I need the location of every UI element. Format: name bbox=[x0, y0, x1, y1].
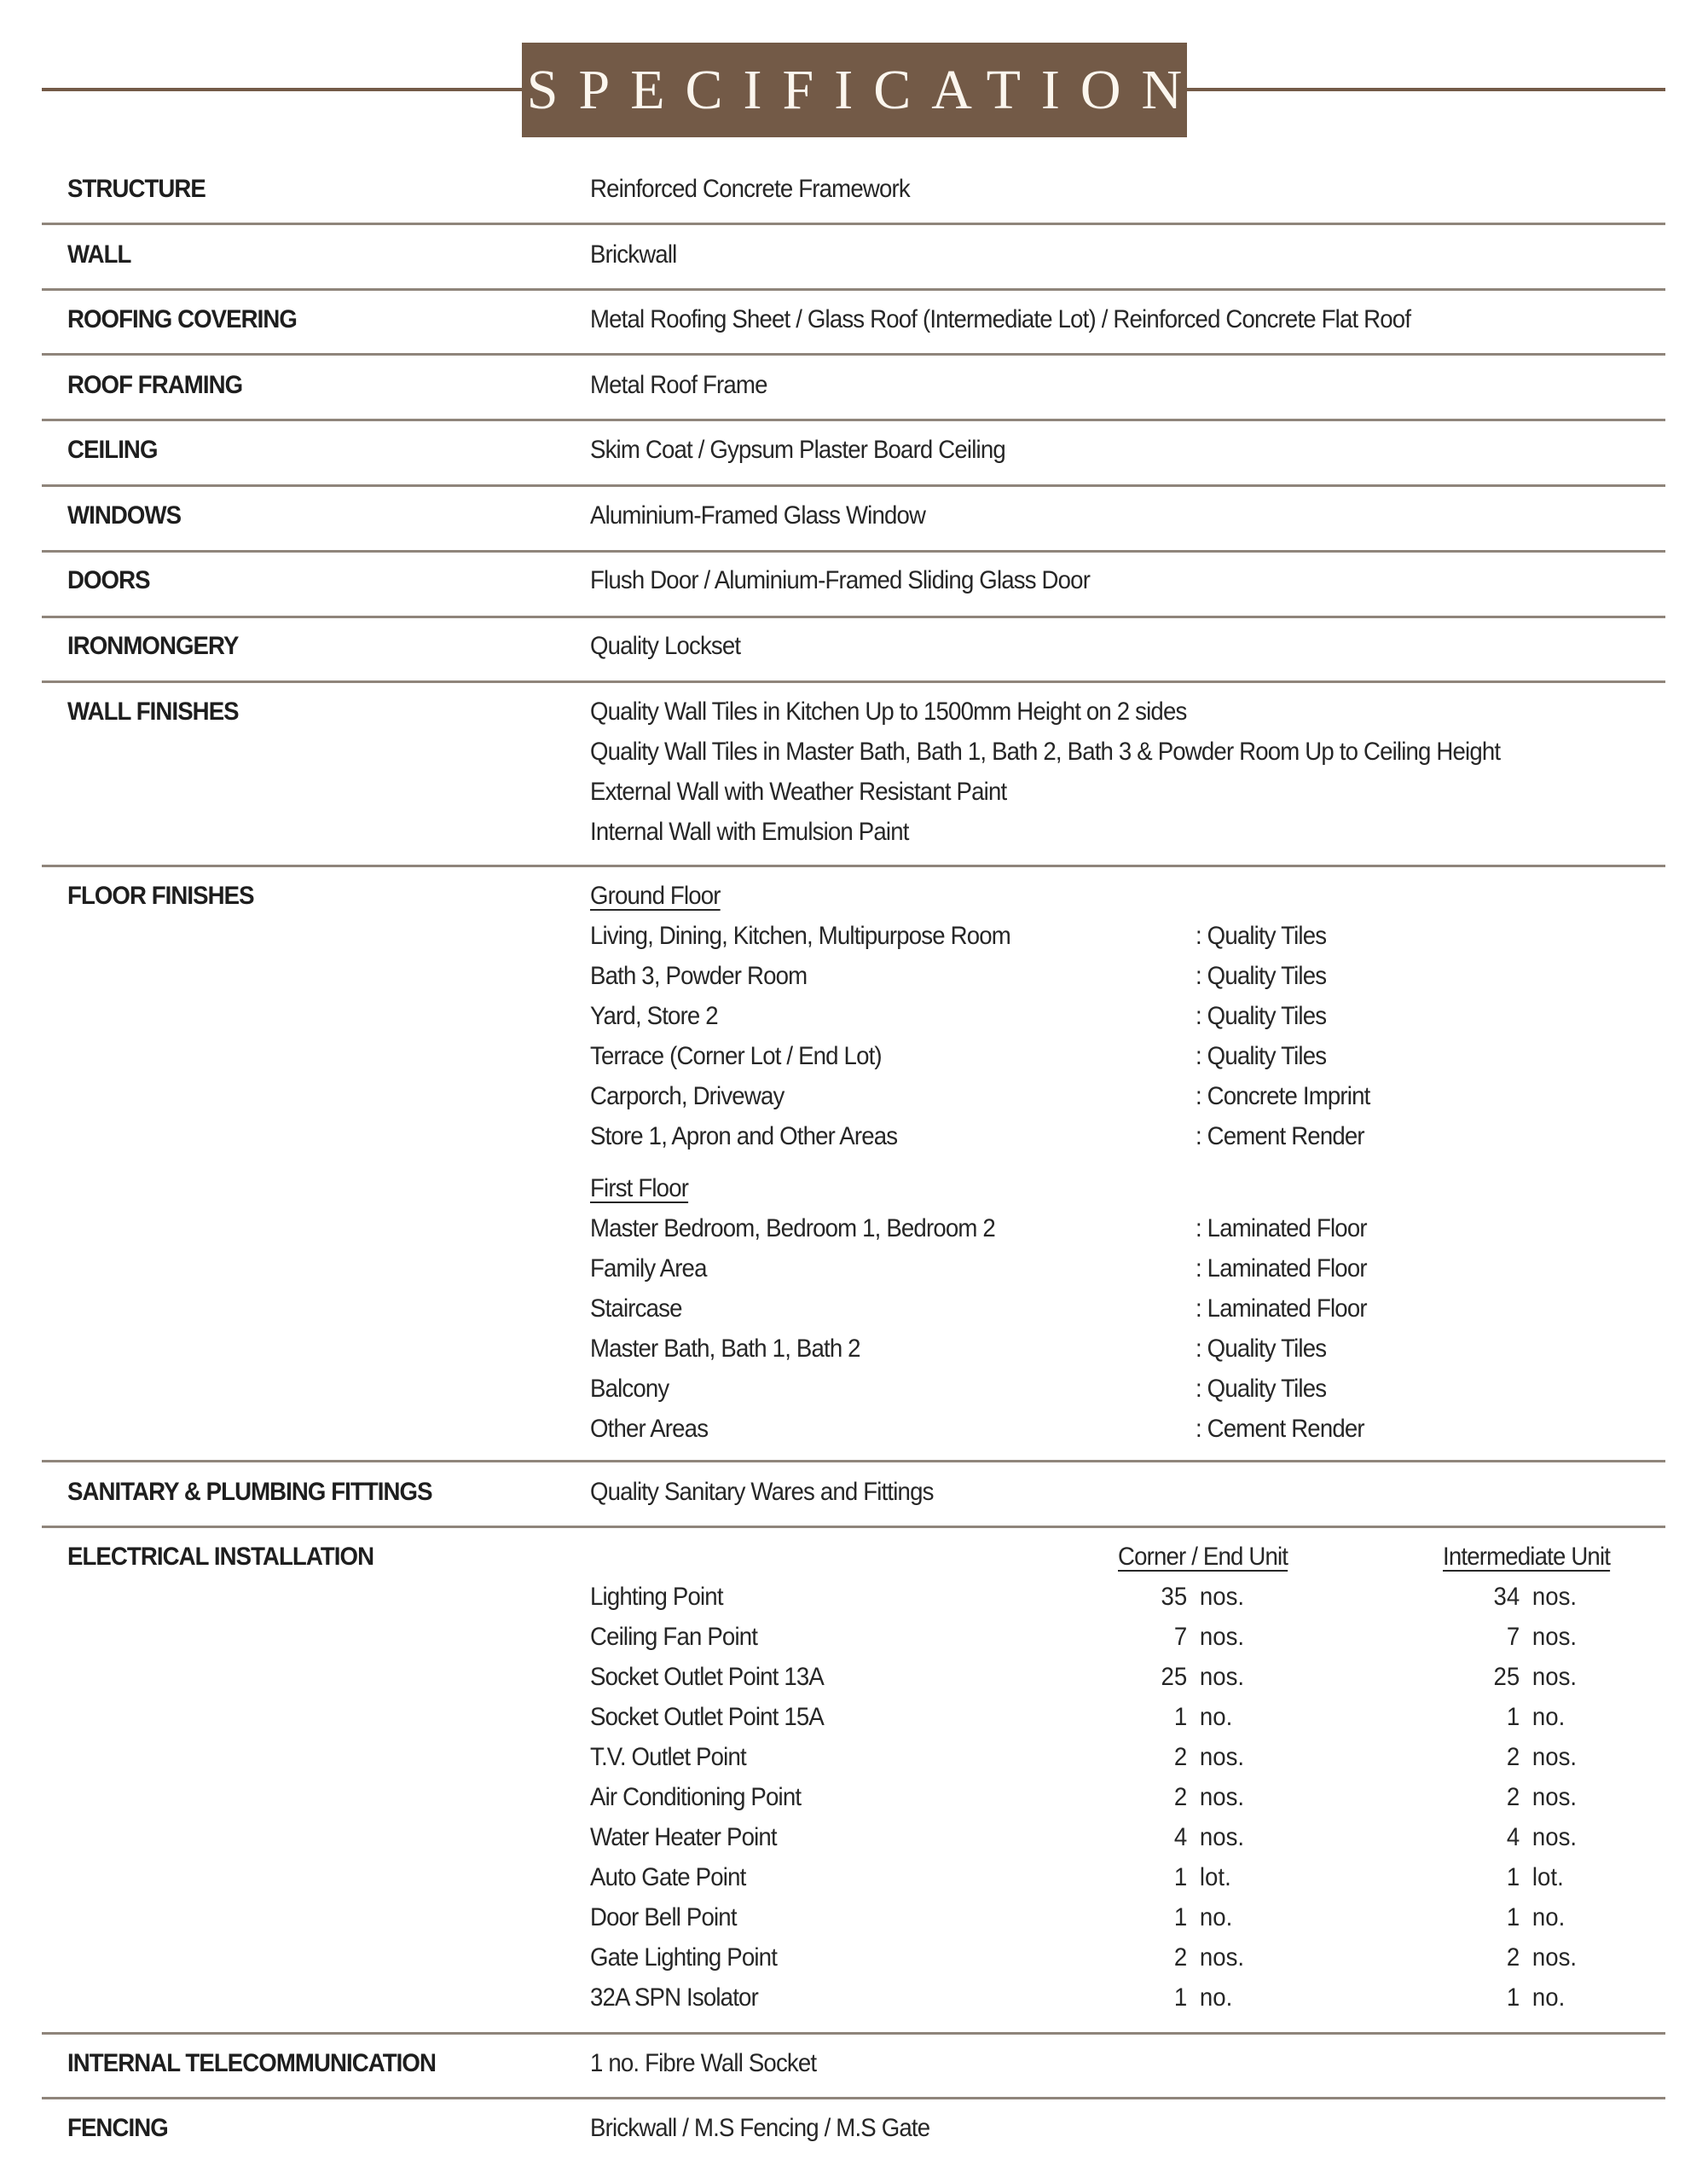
qty-unit: nos. bbox=[1531, 1663, 1578, 1691]
wall-finish-line: Internal Wall with Emulsion Paint bbox=[590, 818, 909, 846]
qty-number: 7 bbox=[1506, 1623, 1520, 1651]
first-floor-heading: First Floor bbox=[590, 1174, 689, 1202]
qty-number: 1 bbox=[1173, 1863, 1188, 1891]
electrical-item-name: Ceiling Fan Point bbox=[590, 1623, 758, 1651]
floor-area: Balcony bbox=[590, 1375, 669, 1403]
floor-finish: : Quality Tiles bbox=[1196, 1042, 1327, 1070]
qty-unit: nos. bbox=[1531, 1943, 1578, 1972]
qty-unit: no. bbox=[1199, 1983, 1233, 2012]
row-value-fencing: Brickwall / M.S Fencing / M.S Gate bbox=[590, 2114, 930, 2142]
divider bbox=[42, 2097, 1665, 2099]
qty-number: 2 bbox=[1173, 1943, 1188, 1972]
floor-area: Store 1, Apron and Other Areas bbox=[590, 1122, 898, 1150]
floor-area: Family Area bbox=[590, 1254, 707, 1283]
qty-number: 1 bbox=[1506, 1863, 1520, 1891]
divider bbox=[42, 616, 1665, 618]
electrical-item-name: 32A SPN Isolator bbox=[590, 1983, 758, 2012]
qty-number: 34 bbox=[1493, 1583, 1520, 1611]
row-label-ceiling: CEILING bbox=[67, 436, 158, 464]
row-label-sanitary: SANITARY & PLUMBING FITTINGS bbox=[67, 1478, 432, 1506]
qty-unit: no. bbox=[1199, 1703, 1233, 1731]
wall-finish-line: Quality Wall Tiles in Master Bath, Bath 1, Bath 2, Bath 3 & Powder Room Up to Ceiling Height bbox=[590, 738, 1501, 766]
floor-area: Yard, Store 2 bbox=[590, 1002, 718, 1030]
floor-area: Living, Dining, Kitchen, Multipurpose Room bbox=[590, 922, 1010, 950]
row-value-doors: Flush Door / Aluminium-Framed Sliding Glass Door bbox=[590, 566, 1091, 594]
qty-number: 2 bbox=[1506, 1743, 1520, 1771]
floor-finish: : Cement Render bbox=[1196, 1122, 1364, 1150]
divider bbox=[42, 223, 1665, 225]
qty-unit: nos. bbox=[1199, 1743, 1245, 1771]
qty-number: 1 bbox=[1173, 1903, 1188, 1931]
qty-number: 2 bbox=[1506, 1783, 1520, 1811]
qty-number: 2 bbox=[1173, 1783, 1188, 1811]
divider bbox=[42, 353, 1665, 356]
qty-unit: nos. bbox=[1199, 1783, 1245, 1811]
qty-number: 25 bbox=[1493, 1663, 1520, 1691]
qty-unit: nos. bbox=[1531, 1623, 1578, 1651]
floor-finish: : Concrete Imprint bbox=[1196, 1082, 1370, 1110]
floor-finish: : Quality Tiles bbox=[1196, 1375, 1327, 1403]
divider bbox=[42, 680, 1665, 683]
qty-unit: nos. bbox=[1199, 1583, 1245, 1611]
electrical-item-name: Socket Outlet Point 13A bbox=[590, 1663, 825, 1691]
qty-number: 35 bbox=[1161, 1583, 1188, 1611]
row-label-floor-finishes: FLOOR FINISHES bbox=[67, 882, 254, 910]
ground-floor-heading: Ground Floor bbox=[590, 882, 721, 910]
title-rule-right bbox=[1187, 88, 1665, 91]
divider bbox=[42, 550, 1665, 553]
qty-unit: lot. bbox=[1531, 1863, 1564, 1891]
row-value-sanitary: Quality Sanitary Wares and Fittings bbox=[590, 1478, 934, 1506]
row-label-doors: DOORS bbox=[67, 566, 150, 594]
row-value-ceiling: Skim Coat / Gypsum Plaster Board Ceiling bbox=[590, 436, 1005, 464]
row-label-ironmongery: IRONMONGERY bbox=[67, 632, 239, 660]
divider bbox=[42, 484, 1665, 487]
qty-number: 2 bbox=[1173, 1743, 1188, 1771]
divider bbox=[42, 2032, 1665, 2035]
floor-area: Master Bath, Bath 1, Bath 2 bbox=[590, 1335, 860, 1363]
electrical-item-name: Air Conditioning Point bbox=[590, 1783, 802, 1811]
floor-finish: : Laminated Floor bbox=[1196, 1254, 1367, 1283]
row-value-ironmongery: Quality Lockset bbox=[590, 632, 741, 660]
row-value-roofing-covering: Metal Roofing Sheet / Glass Roof (Intermediate Lot) / Reinforced Concrete Flat Roof bbox=[590, 305, 1411, 333]
wall-finish-line: External Wall with Weather Resistant Paint bbox=[590, 778, 1007, 806]
row-label-wall: WALL bbox=[67, 240, 131, 269]
row-label-roof-framing: ROOF FRAMING bbox=[67, 371, 243, 399]
qty-number: 4 bbox=[1173, 1823, 1188, 1851]
row-label-electrical: ELECTRICAL INSTALLATION bbox=[67, 1543, 374, 1571]
qty-unit: no. bbox=[1199, 1903, 1233, 1931]
floor-finish: : Quality Tiles bbox=[1196, 962, 1327, 990]
electrical-item-name: T.V. Outlet Point bbox=[590, 1743, 746, 1771]
qty-unit: no. bbox=[1531, 1983, 1566, 2012]
qty-unit: nos. bbox=[1531, 1783, 1578, 1811]
row-label-windows: WINDOWS bbox=[67, 501, 182, 530]
row-label-wall-finishes: WALL FINISHES bbox=[67, 698, 239, 726]
qty-number: 2 bbox=[1506, 1943, 1520, 1972]
qty-number: 4 bbox=[1506, 1823, 1520, 1851]
qty-unit: nos. bbox=[1531, 1823, 1578, 1851]
floor-finish: : Quality Tiles bbox=[1196, 922, 1327, 950]
floor-finish: : Quality Tiles bbox=[1196, 1335, 1327, 1363]
qty-number: 1 bbox=[1506, 1903, 1520, 1931]
row-label-telecom: INTERNAL TELECOMMUNICATION bbox=[67, 2049, 436, 2077]
row-value-telecom: 1 no. Fibre Wall Socket bbox=[590, 2049, 817, 2077]
floor-area: Carporch, Driveway bbox=[590, 1082, 785, 1110]
row-label-fencing: FENCING bbox=[67, 2114, 168, 2142]
qty-unit: no. bbox=[1531, 1903, 1566, 1931]
title-rule-left bbox=[42, 88, 522, 91]
qty-number: 1 bbox=[1173, 1703, 1188, 1731]
row-value-roof-framing: Metal Roof Frame bbox=[590, 371, 767, 399]
col-header-intermediate-unit: Intermediate Unit bbox=[1443, 1543, 1611, 1571]
electrical-item-name: Water Heater Point bbox=[590, 1823, 777, 1851]
qty-unit: lot. bbox=[1199, 1863, 1231, 1891]
floor-area: Other Areas bbox=[590, 1415, 709, 1443]
row-label-roofing-covering: ROOFING COVERING bbox=[67, 305, 297, 333]
electrical-item-name: Auto Gate Point bbox=[590, 1863, 746, 1891]
qty-unit: nos. bbox=[1531, 1583, 1578, 1611]
floor-finish: : Laminated Floor bbox=[1196, 1294, 1367, 1323]
divider bbox=[42, 865, 1665, 867]
electrical-item-name: Door Bell Point bbox=[590, 1903, 737, 1931]
qty-unit: nos. bbox=[1531, 1743, 1578, 1771]
floor-area: Bath 3, Powder Room bbox=[590, 962, 808, 990]
qty-number: 1 bbox=[1173, 1983, 1188, 2012]
floor-finish: : Quality Tiles bbox=[1196, 1002, 1327, 1030]
qty-unit: nos. bbox=[1199, 1943, 1245, 1972]
floor-finish: : Laminated Floor bbox=[1196, 1214, 1367, 1242]
qty-number: 25 bbox=[1161, 1663, 1188, 1691]
electrical-item-name: Gate Lighting Point bbox=[590, 1943, 778, 1972]
electrical-item-name: Socket Outlet Point 15A bbox=[590, 1703, 825, 1731]
row-value-structure: Reinforced Concrete Framework bbox=[590, 175, 910, 203]
row-label-structure: STRUCTURE bbox=[67, 175, 206, 203]
col-header-corner-end-unit: Corner / End Unit bbox=[1118, 1543, 1288, 1571]
row-value-windows: Aluminium-Framed Glass Window bbox=[590, 501, 926, 530]
qty-number: 7 bbox=[1173, 1623, 1188, 1651]
divider bbox=[42, 1526, 1665, 1528]
page-title-banner bbox=[522, 43, 1203, 137]
divider bbox=[42, 419, 1665, 421]
floor-area: Master Bedroom, Bedroom 1, Bedroom 2 bbox=[590, 1214, 995, 1242]
electrical-item-name: Lighting Point bbox=[590, 1583, 723, 1611]
floor-finish: : Cement Render bbox=[1196, 1415, 1364, 1443]
row-value-wall: Brickwall bbox=[590, 240, 677, 269]
qty-unit: nos. bbox=[1199, 1663, 1245, 1691]
page-title: SPECIFICATION bbox=[526, 58, 1203, 121]
floor-area: Terrace (Corner Lot / End Lot) bbox=[590, 1042, 882, 1070]
qty-number: 1 bbox=[1506, 1983, 1520, 2012]
qty-number: 1 bbox=[1506, 1703, 1520, 1731]
qty-unit: nos. bbox=[1199, 1623, 1245, 1651]
qty-unit: no. bbox=[1531, 1703, 1566, 1731]
divider bbox=[42, 1460, 1665, 1462]
qty-unit: nos. bbox=[1199, 1823, 1245, 1851]
divider bbox=[42, 288, 1665, 291]
wall-finish-line: Quality Wall Tiles in Kitchen Up to 1500mm Height on 2 sides bbox=[590, 698, 1187, 726]
floor-area: Staircase bbox=[590, 1294, 682, 1323]
